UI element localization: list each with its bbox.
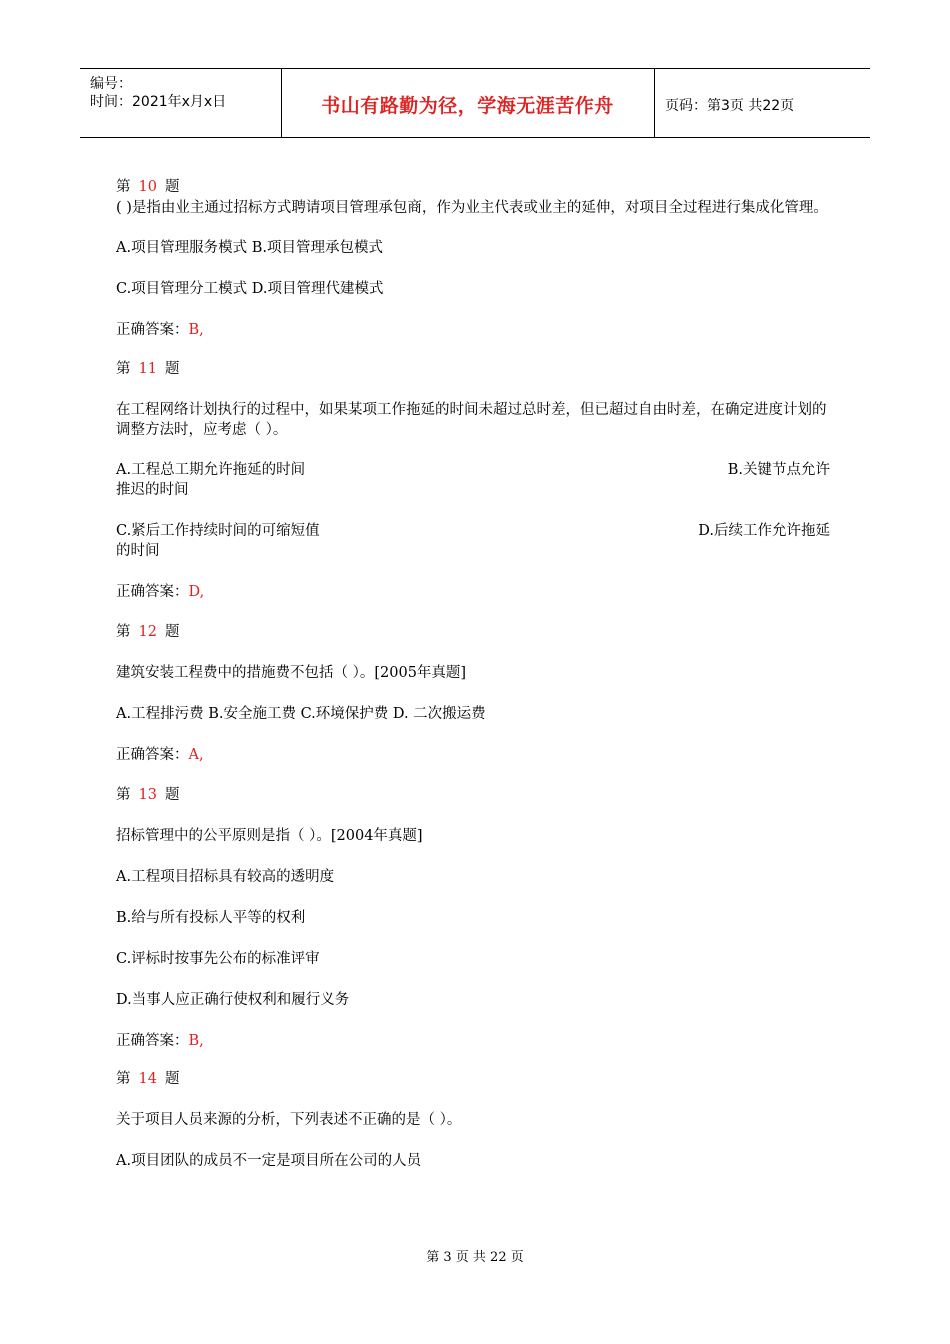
- question-suffix: 题: [164, 624, 180, 640]
- question-11: [116, 360, 830, 602]
- answer-line: [116, 1031, 830, 1051]
- question-12: [116, 623, 830, 765]
- question-option: A.工程项目招标具有较高的透明度: [116, 869, 335, 885]
- question-option: D.后续工作允许拖延: [698, 523, 830, 539]
- answer-label: 正确答案：: [116, 584, 189, 600]
- question-13: [116, 786, 830, 1051]
- question-option: C.评标时按事先公布的标准评审: [116, 951, 320, 967]
- question-option: C.紧后工作持续时间的可缩短值: [116, 523, 320, 539]
- header-meta-cell: [80, 69, 282, 137]
- question-stem: 在工程网络计划执行的过程中，如果某项工作拖延的时间未超过总时差，但已超过自由时差，在确定进度计划的调整方法时，应考虑（ ）。: [116, 402, 827, 438]
- question-num: 10: [138, 179, 157, 195]
- answer-label: 正确答案：: [116, 747, 189, 763]
- page-footer: 第 3 页 共 22 页: [426, 1250, 524, 1265]
- question-option: B.关键节点允许: [727, 462, 830, 478]
- question-option: B.给与所有投标人平等的权利: [116, 910, 306, 926]
- question-num: 11: [138, 361, 157, 377]
- question-option-row: [116, 521, 830, 541]
- answer-value: B,: [188, 1033, 204, 1049]
- question-number: [116, 786, 830, 804]
- answer-value: A,: [188, 747, 204, 763]
- answer-label: 正确答案：: [116, 322, 189, 338]
- question-option-row: [116, 460, 830, 480]
- question-option: C.项目管理分工模式 D.项目管理代建模式: [116, 281, 384, 297]
- answer-value: D,: [188, 584, 205, 600]
- answer-line: [116, 745, 830, 765]
- question-suffix: 题: [164, 361, 180, 377]
- document-date-label: 时间：2021年x月x日: [90, 94, 227, 110]
- question-list: [116, 178, 830, 1171]
- answer-label: 正确答案：: [116, 1033, 189, 1049]
- answer-value: B,: [188, 322, 204, 338]
- question-number: [116, 178, 830, 196]
- question-option-continued: 推迟的时间: [116, 482, 189, 498]
- question-stem: ( )是指由业主通过招标方式聘请项目管理承包商，作为业主代表或业主的延伸，对项目全过程进行集成化管理。: [116, 200, 828, 216]
- question-option: A.工程总工期允许拖延的时间: [116, 462, 306, 478]
- answer-line: [116, 320, 830, 340]
- question-prefix: 第: [116, 624, 131, 640]
- question-10: [116, 178, 830, 340]
- question-prefix: 第: [116, 787, 131, 803]
- document-code-label: 编号：: [90, 76, 132, 92]
- question-option: A.项目团队的成员不一定是项目所在公司的人员: [116, 1153, 422, 1169]
- question-prefix: 第: [116, 179, 131, 195]
- question-number: [116, 623, 830, 641]
- header-page-cell: [655, 69, 870, 137]
- question-stem: 建筑安装工程费中的措施费不包括（ ）。[2005年真题]: [116, 665, 467, 681]
- question-stem: 关于项目人员来源的分析，下列表述不正确的是（ ）。: [116, 1112, 462, 1128]
- question-14: [116, 1070, 830, 1171]
- question-option: A.项目管理服务模式 B.项目管理承包模式: [116, 240, 383, 256]
- question-suffix: 题: [164, 1071, 180, 1087]
- question-suffix: 题: [164, 787, 180, 803]
- question-option: A.工程排污费 B.安全施工费 C.环境保护费 D. 二次搬运费: [116, 706, 486, 722]
- question-num: 12: [138, 624, 157, 640]
- question-number: [116, 1070, 830, 1088]
- question-prefix: 第: [116, 1071, 131, 1087]
- question-num: 13: [138, 787, 157, 803]
- header-page-info: 页码：第3页 共22页: [665, 98, 795, 114]
- header-motto-cell: [281, 69, 655, 137]
- question-stem: 招标管理中的公平原则是指（ ）。[2004年真题]: [116, 828, 423, 844]
- question-option-continued: 的时间: [116, 543, 160, 559]
- header-motto: 书山有路勤为径，学海无涯苦作舟: [321, 95, 614, 117]
- question-suffix: 题: [164, 179, 180, 195]
- question-number: [116, 360, 830, 378]
- question-option: D.当事人应正确行使权利和履行义务: [116, 992, 350, 1008]
- question-num: 14: [138, 1071, 157, 1087]
- answer-line: [116, 582, 830, 602]
- question-prefix: 第: [116, 361, 131, 377]
- page-header: [80, 68, 870, 138]
